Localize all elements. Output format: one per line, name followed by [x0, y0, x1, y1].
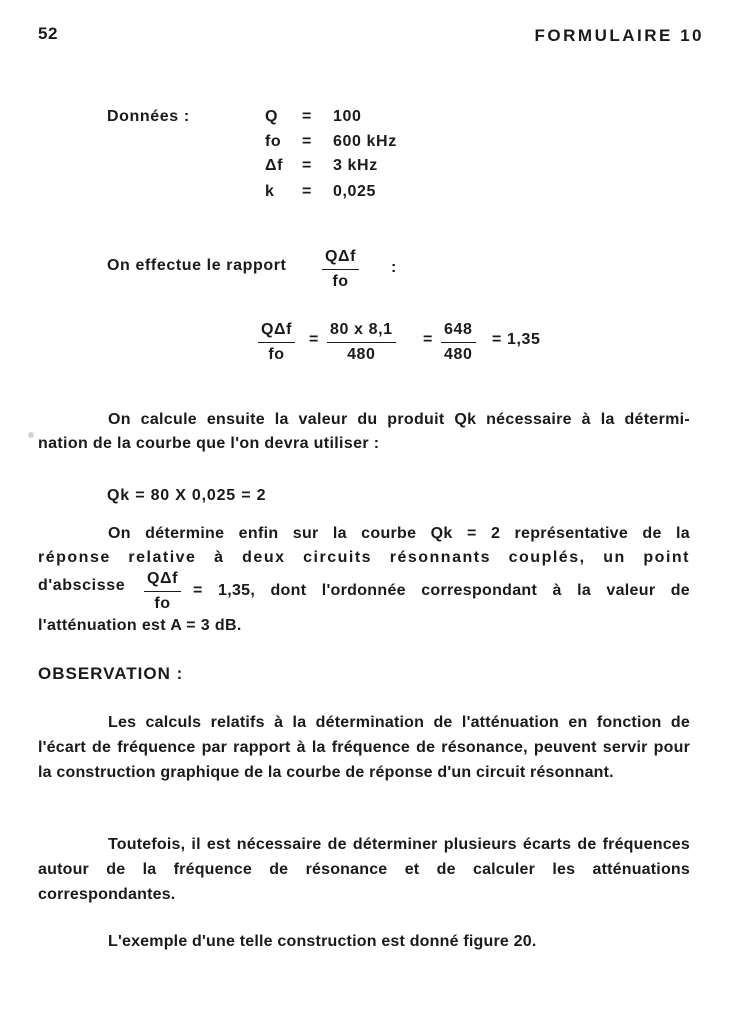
observation-para3: L'exemple d'une telle construction est donné figure 20. — [108, 933, 537, 950]
para2-line1: On détermine enfin sur la courbe Qk = 2 représentative de la — [108, 525, 690, 542]
equation-f3-numerator: 648 — [441, 320, 476, 343]
rapport-text: On effectue le rapport — [107, 257, 287, 274]
equation-result: = 1,35 — [492, 331, 541, 348]
donnee-value-fo: 600 kHz — [333, 133, 397, 150]
equation-fraction-2 — [327, 320, 396, 365]
para2-fraction — [144, 569, 181, 614]
observation-para1: Les calculs relatifs à la détermination de l'atténuation en fonction de l'écart de fréquence par rapport à la fréquence de résonance, peuvent servir pour la construction graphique de la courbe de réponse d'un circuit résonnant. — [38, 714, 690, 781]
equation-equals-2: = — [423, 331, 433, 348]
equation-f2-numerator: 80 x 8,1 — [327, 320, 396, 343]
scan-speck — [28, 432, 34, 438]
donnee-value-q: 100 — [333, 108, 362, 125]
equation-fraction-1 — [258, 320, 295, 365]
donnee-name-delta-f: Δf — [265, 157, 284, 174]
donnee-eq-q: = — [302, 108, 312, 125]
observation-para2: Toutefois, il est nécessaire de déterminer plusieurs écarts de fréquences autour de la fréquence de résonance et de calculer les atténuations correspondantes. — [38, 836, 690, 903]
donnee-value-k: 0,025 — [333, 183, 377, 200]
page-number: 52 — [38, 24, 58, 43]
para2-line3-rest: = 1,35, dont l'ordonnée correspondant à la valeur de — [193, 582, 690, 599]
page-header-title: FORMULAIRE 10 — [534, 26, 704, 45]
equation-f2-denominator: 480 — [347, 346, 376, 363]
para1-line2: nation de la courbe que l'on devra utiliser : — [38, 435, 380, 452]
para2-abscisse-label: d'abscisse — [38, 577, 126, 594]
observation-title: OBSERVATION : — [38, 664, 184, 683]
donnee-name-k: k — [265, 183, 275, 200]
equation-equals-1: = — [309, 331, 319, 348]
donnee-eq-fo: = — [302, 133, 312, 150]
rapport-fraction — [322, 247, 359, 292]
equation-f3-denominator: 480 — [444, 346, 473, 363]
donnee-eq-k: = — [302, 183, 312, 200]
donnee-name-fo: fo — [265, 133, 282, 150]
para2-fraction-denominator: fo — [154, 595, 171, 612]
donnee-value-delta-f: 3 kHz — [333, 157, 378, 174]
para2-line4: l'atténuation est A = 3 dB. — [38, 617, 242, 634]
equation-f1-denominator: fo — [268, 346, 285, 363]
para2-fraction-numerator: QΔf — [144, 569, 181, 592]
para2-line2: réponse relative à deux circuits résonnants couplés, un point — [38, 549, 690, 566]
rapport-numerator: QΔf — [322, 247, 359, 270]
qk-formula: Qk = 80 X 0,025 = 2 — [107, 487, 267, 504]
donnee-eq-delta-f: = — [302, 157, 312, 174]
equation-fraction-3 — [441, 320, 476, 365]
para1-line1: On calcule ensuite la valeur du produit Qk nécessaire à la détermi- — [108, 411, 690, 428]
rapport-colon: : — [391, 259, 397, 276]
donnees-label: Données : — [107, 108, 190, 125]
rapport-denominator: fo — [332, 273, 349, 290]
equation-f1-numerator: QΔf — [258, 320, 295, 343]
donnee-name-q: Q — [265, 108, 279, 125]
